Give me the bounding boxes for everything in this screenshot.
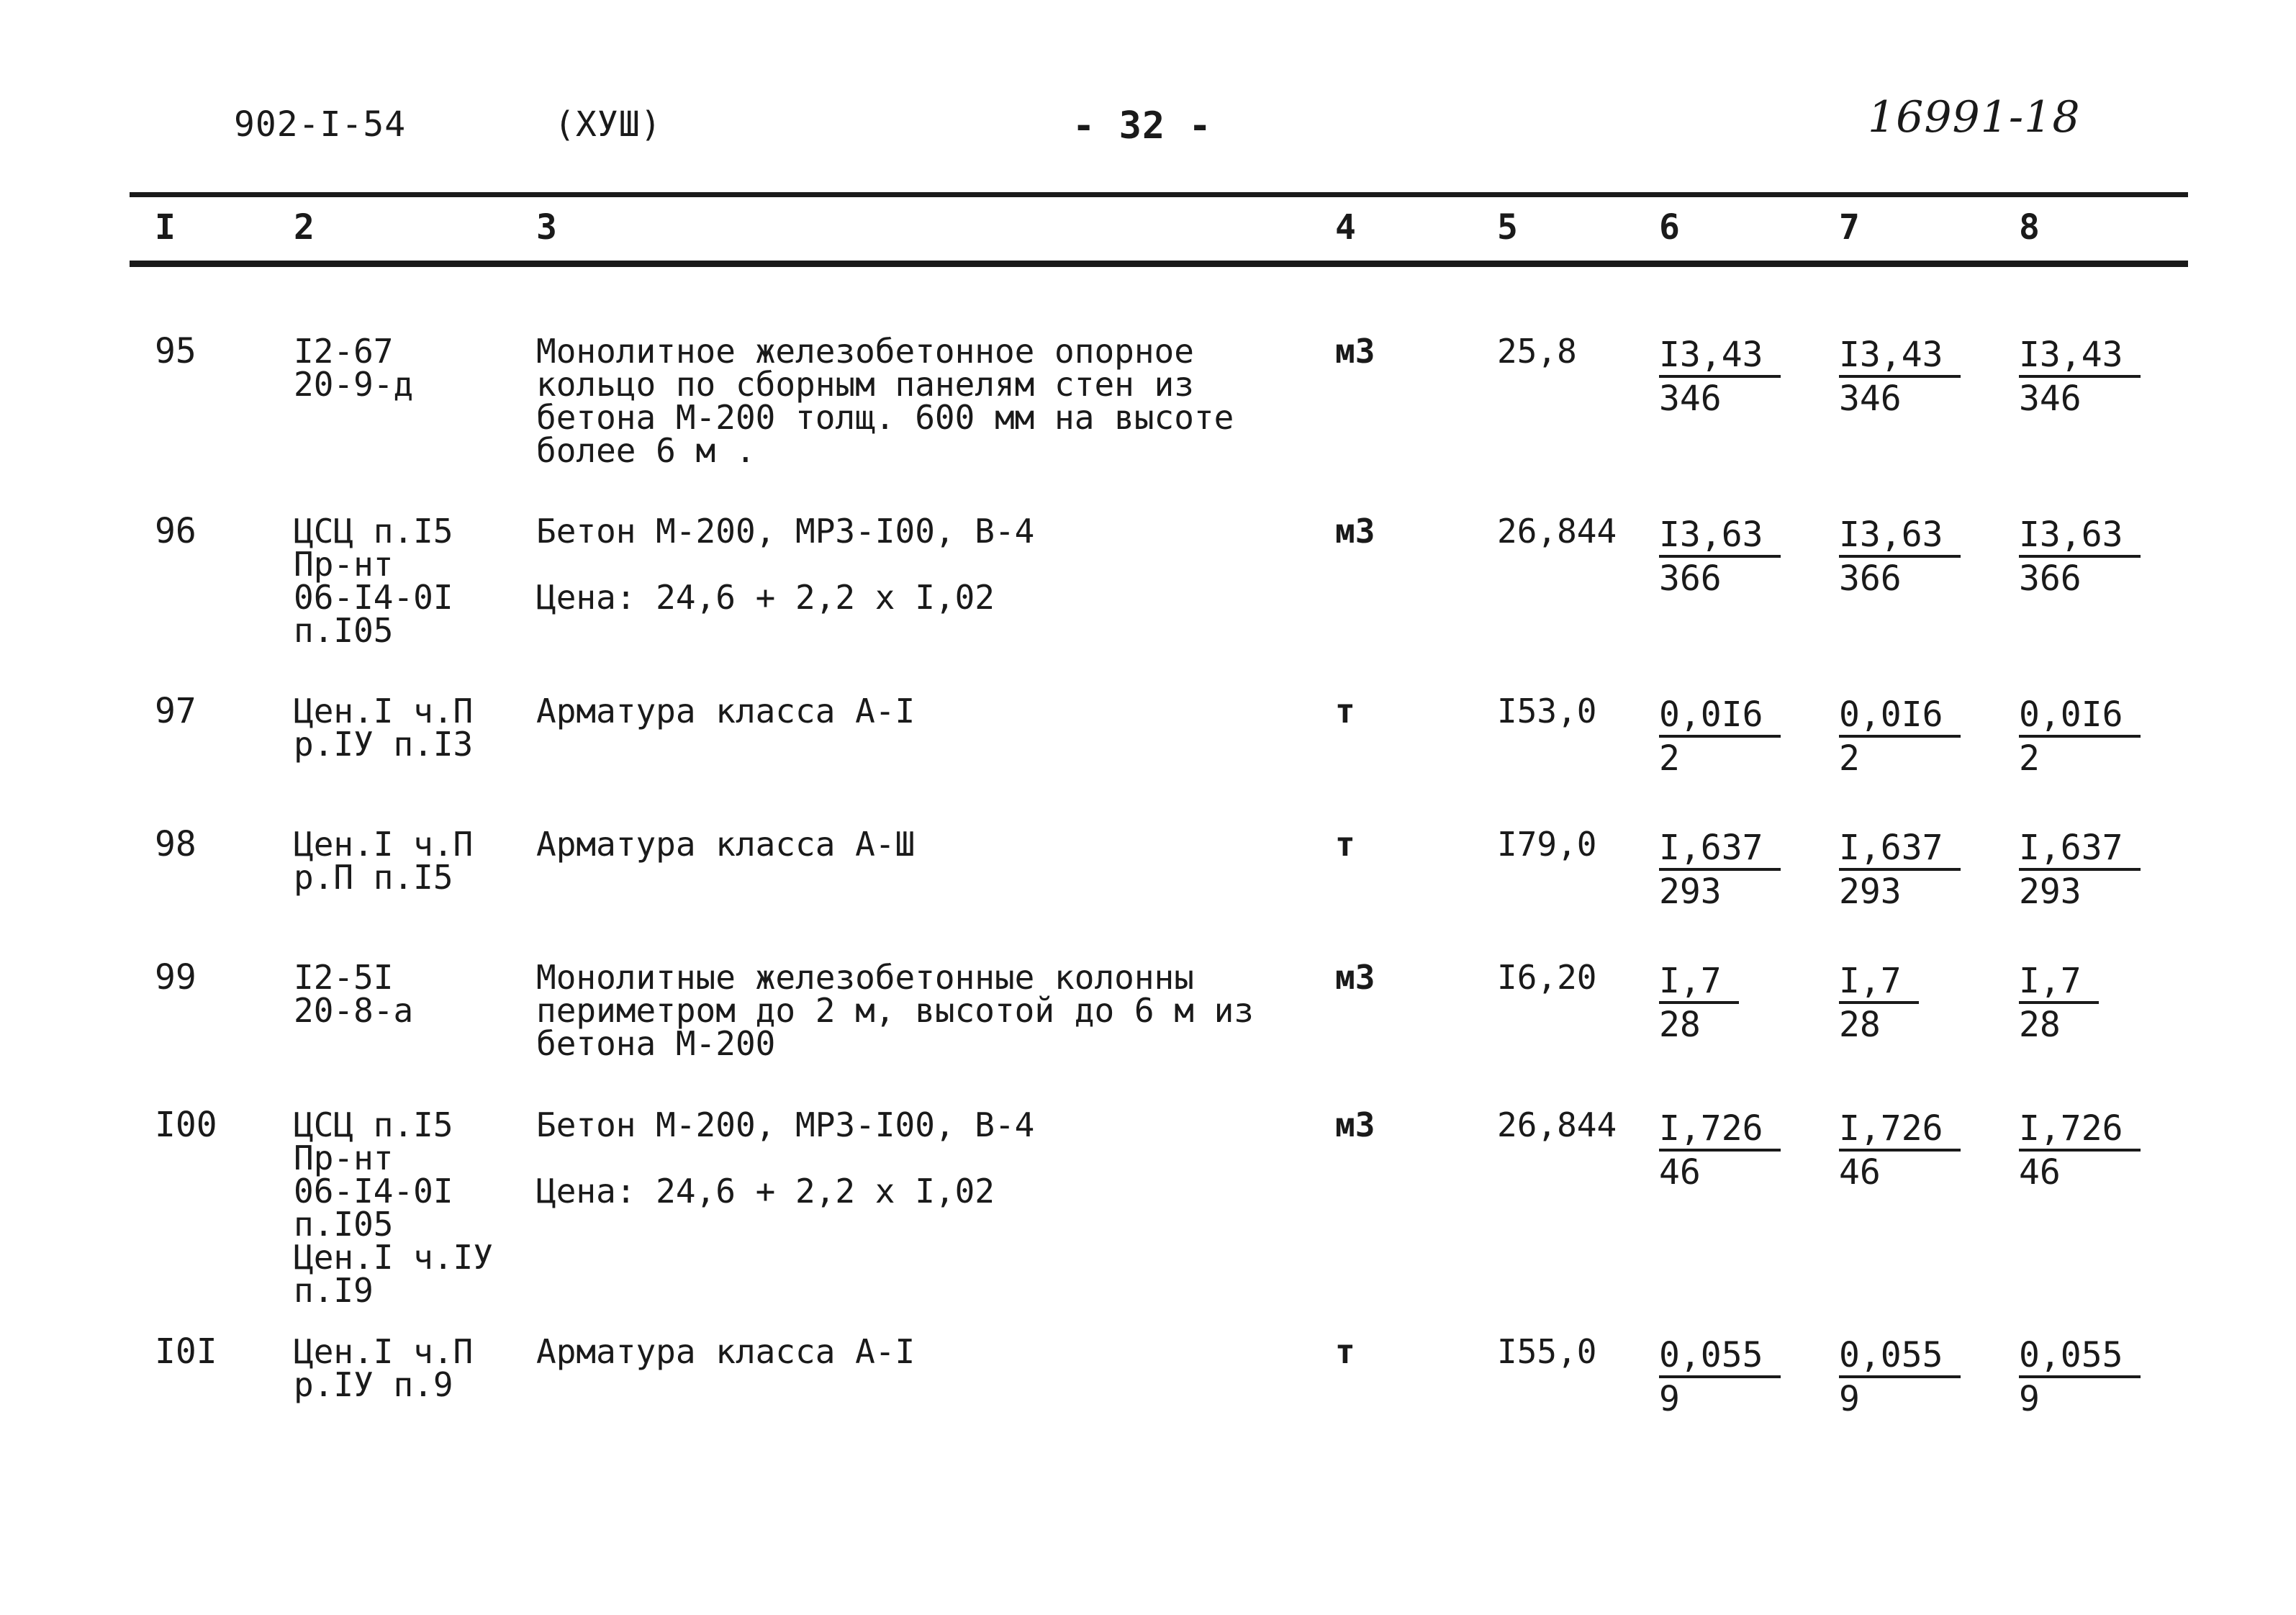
quantity-cost-fraction-col-8 — [2019, 828, 2141, 913]
quantity-cost-fraction-col-8 — [2019, 1335, 2141, 1420]
unit-of-measure: т — [1335, 1332, 1355, 1371]
reference-code-line: I2-5I — [294, 958, 394, 997]
quantity-cost-fraction-col-7 — [1839, 1335, 1961, 1420]
reference-code — [294, 958, 414, 1030]
reference-code — [294, 332, 414, 404]
fraction-cost: 293 — [1839, 872, 1902, 912]
row-number: 96 — [155, 511, 196, 551]
reference-code-line: I2-67 — [294, 332, 394, 371]
page-number: - 32 - — [1072, 104, 1212, 148]
fraction-quantity: 0,0I6 — [2019, 695, 2141, 738]
reference-code-line: ЦСЦ п.I5 — [294, 1105, 453, 1144]
fraction-quantity: I,7 — [1659, 961, 1739, 1004]
fraction-quantity: I,637 — [2019, 828, 2141, 871]
column-header-4: 4 — [1335, 207, 1356, 248]
column-header-3: 3 — [536, 207, 557, 248]
reference-code — [294, 825, 474, 897]
fraction-quantity: 0,0I6 — [1839, 695, 1961, 738]
fraction-quantity: I3,43 — [1659, 335, 1781, 378]
unit-of-measure: м3 — [1335, 332, 1375, 371]
reference-code-line: Цен.I ч.П — [294, 1332, 474, 1371]
fraction-quantity: I3,43 — [1839, 335, 1961, 378]
work-description-line: Арматура класса А-Ш — [536, 825, 916, 864]
fraction-cost: 2 — [1659, 738, 1680, 779]
quantity-cost-fraction-col-7 — [1839, 828, 1961, 913]
reference-code-line: р.П п.I5 — [294, 858, 453, 897]
work-description — [536, 825, 916, 864]
work-description-line: периметром до 2 м, высотой до 6 м из — [536, 991, 1254, 1030]
fraction-quantity: I,7 — [1839, 961, 1919, 1004]
work-description-line: Монолитные железобетонные колонны — [536, 958, 1194, 997]
work-description — [536, 512, 1035, 617]
work-description-line: Монолитное железобетонное опорное — [536, 332, 1194, 371]
fraction-quantity: 0,055 — [2019, 1335, 2141, 1378]
unit-price: I55,0 — [1497, 1332, 1597, 1371]
work-description-line: Арматура класса А-I — [536, 1332, 916, 1371]
quantity-cost-fraction-col-6 — [1659, 1108, 1781, 1193]
unit-of-measure: м3 — [1335, 958, 1375, 997]
reference-code-line: п.I05 — [294, 1205, 394, 1244]
work-description-line: Бетон М-200, МРЗ-I00, В-4 — [536, 1105, 1035, 1144]
work-description — [536, 692, 916, 730]
fraction-quantity: I,637 — [1839, 828, 1961, 871]
fraction-quantity: I,637 — [1659, 828, 1781, 871]
unit-of-measure: т — [1335, 825, 1355, 864]
unit-of-measure: м3 — [1335, 512, 1375, 551]
work-description — [536, 1332, 916, 1371]
quantity-cost-fraction-col-8 — [2019, 1108, 2141, 1193]
fraction-cost: 366 — [1659, 558, 1722, 599]
fraction-cost: 346 — [1659, 379, 1722, 419]
reference-code-line: 20-9-д — [294, 365, 414, 404]
header-rule-bottom — [130, 261, 2188, 267]
reference-code-line: п.I05 — [294, 611, 394, 650]
unit-price: 25,8 — [1497, 332, 1577, 371]
reference-code — [294, 512, 453, 650]
fraction-cost: 293 — [2019, 872, 2082, 912]
column-header-7: 7 — [1839, 207, 1860, 248]
fraction-cost: 46 — [2019, 1152, 2061, 1193]
sheet-code: 16991-18 — [1868, 92, 2081, 142]
quantity-cost-fraction-col-7 — [1839, 961, 1919, 1046]
quantity-cost-fraction-col-6 — [1659, 828, 1781, 913]
work-description-line: более 6 м . — [536, 431, 756, 470]
row-number: I00 — [155, 1105, 217, 1145]
fraction-cost: 366 — [2019, 558, 2082, 599]
row-number: 98 — [155, 824, 196, 864]
unit-price: I6,20 — [1497, 958, 1597, 997]
fraction-cost: 9 — [2019, 1379, 2040, 1419]
fraction-quantity: I,7 — [2019, 961, 2099, 1004]
unit-of-measure: м3 — [1335, 1105, 1375, 1144]
quantity-cost-fraction-col-7 — [1839, 335, 1961, 420]
quantity-cost-fraction-col-7 — [1839, 515, 1961, 600]
fraction-cost: 28 — [1839, 1005, 1881, 1045]
quantity-cost-fraction-col-6 — [1659, 695, 1781, 779]
document-code: 902-I-54 — [234, 104, 407, 145]
reference-code-line: ЦСЦ п.I5 — [294, 512, 453, 551]
reference-code — [294, 1105, 493, 1310]
quantity-cost-fraction-col-8 — [2019, 961, 2099, 1046]
fraction-cost: 366 — [1839, 558, 1902, 599]
section-number: (ХУШ) — [554, 104, 662, 145]
reference-code-line: Цен.I ч.П — [294, 825, 474, 864]
fraction-quantity: I3,63 — [1839, 515, 1961, 558]
unit-price: 26,844 — [1497, 512, 1617, 551]
fraction-cost: 9 — [1839, 1379, 1860, 1419]
fraction-quantity: 0,055 — [1659, 1335, 1781, 1378]
unit-price: 26,844 — [1497, 1105, 1617, 1144]
work-description-line: Арматура класса А-I — [536, 692, 916, 730]
quantity-cost-fraction-col-8 — [2019, 695, 2141, 779]
fraction-quantity: I3,63 — [1659, 515, 1781, 558]
fraction-quantity: I3,43 — [2019, 335, 2141, 378]
fraction-quantity: I,726 — [1839, 1108, 1961, 1152]
fraction-cost: 293 — [1659, 872, 1722, 912]
work-description-line: бетона М-200 толщ. 600 мм на высоте — [536, 398, 1234, 437]
reference-code-line: Пр-нт — [294, 1139, 394, 1177]
fraction-quantity: I,726 — [2019, 1108, 2141, 1152]
fraction-cost: 9 — [1659, 1379, 1680, 1419]
column-header-8: 8 — [2019, 207, 2040, 248]
reference-code-line: п.I9 — [294, 1271, 374, 1310]
fraction-cost: 2 — [1839, 738, 1860, 779]
unit-of-measure: т — [1335, 692, 1355, 730]
quantity-cost-fraction-col-6 — [1659, 961, 1739, 1046]
quantity-cost-fraction-col-7 — [1839, 1108, 1961, 1193]
quantity-cost-fraction-col-8 — [2019, 515, 2141, 600]
work-description — [536, 1105, 1035, 1211]
reference-code-line: р.IУ п.I3 — [294, 725, 474, 764]
fraction-cost: 346 — [2019, 379, 2082, 419]
fraction-cost: 346 — [1839, 379, 1902, 419]
work-description-line: кольцо по сборным панелям стен из — [536, 365, 1194, 404]
fraction-quantity: 0,055 — [1839, 1335, 1961, 1378]
row-number: 99 — [155, 957, 196, 998]
reference-code-line: р.IУ п.9 — [294, 1365, 453, 1404]
reference-code-line: 20-8-а — [294, 991, 414, 1030]
reference-code-line: 06-I4-0I — [294, 1172, 453, 1211]
unit-price: I79,0 — [1497, 825, 1597, 864]
quantity-cost-fraction-col-6 — [1659, 515, 1781, 600]
column-header-2: 2 — [294, 207, 315, 248]
reference-code-line: 06-I4-0I — [294, 578, 453, 617]
quantity-cost-fraction-col-7 — [1839, 695, 1961, 779]
unit-price: I53,0 — [1497, 692, 1597, 730]
fraction-cost: 46 — [1839, 1152, 1881, 1193]
quantity-cost-fraction-col-6 — [1659, 1335, 1781, 1420]
fraction-cost: 46 — [1659, 1152, 1701, 1193]
fraction-quantity: I,726 — [1659, 1108, 1781, 1152]
fraction-cost: 28 — [1659, 1005, 1701, 1045]
column-header-6: 6 — [1659, 207, 1680, 248]
work-description — [536, 958, 1254, 1063]
fraction-quantity: I3,63 — [2019, 515, 2141, 558]
row-number: I0I — [155, 1331, 217, 1372]
row-number: 95 — [155, 331, 196, 371]
reference-code — [294, 1332, 474, 1404]
quantity-cost-fraction-col-8 — [2019, 335, 2141, 420]
work-description-line: Бетон М-200, МРЗ-I00, В-4 — [536, 512, 1035, 551]
work-description — [536, 332, 1234, 470]
column-header-1: I — [155, 207, 176, 248]
price-formula: Цена: 24,6 + 2,2 x I,02 — [536, 1172, 995, 1211]
fraction-cost: 28 — [2019, 1005, 2061, 1045]
reference-code-line: Цен.I ч.П — [294, 692, 474, 730]
fraction-cost: 2 — [2019, 738, 2040, 779]
fraction-quantity: 0,0I6 — [1659, 695, 1781, 738]
header-rule-top — [130, 192, 2188, 197]
quantity-cost-fraction-col-6 — [1659, 335, 1781, 420]
work-description-line: бетона М-200 — [536, 1024, 776, 1063]
reference-code — [294, 692, 474, 764]
row-number: 97 — [155, 691, 196, 731]
price-formula: Цена: 24,6 + 2,2 x I,02 — [536, 578, 995, 617]
reference-code-line: Цен.I ч.IУ — [294, 1238, 493, 1277]
column-header-5: 5 — [1497, 207, 1518, 248]
reference-code-line: Пр-нт — [294, 545, 394, 584]
